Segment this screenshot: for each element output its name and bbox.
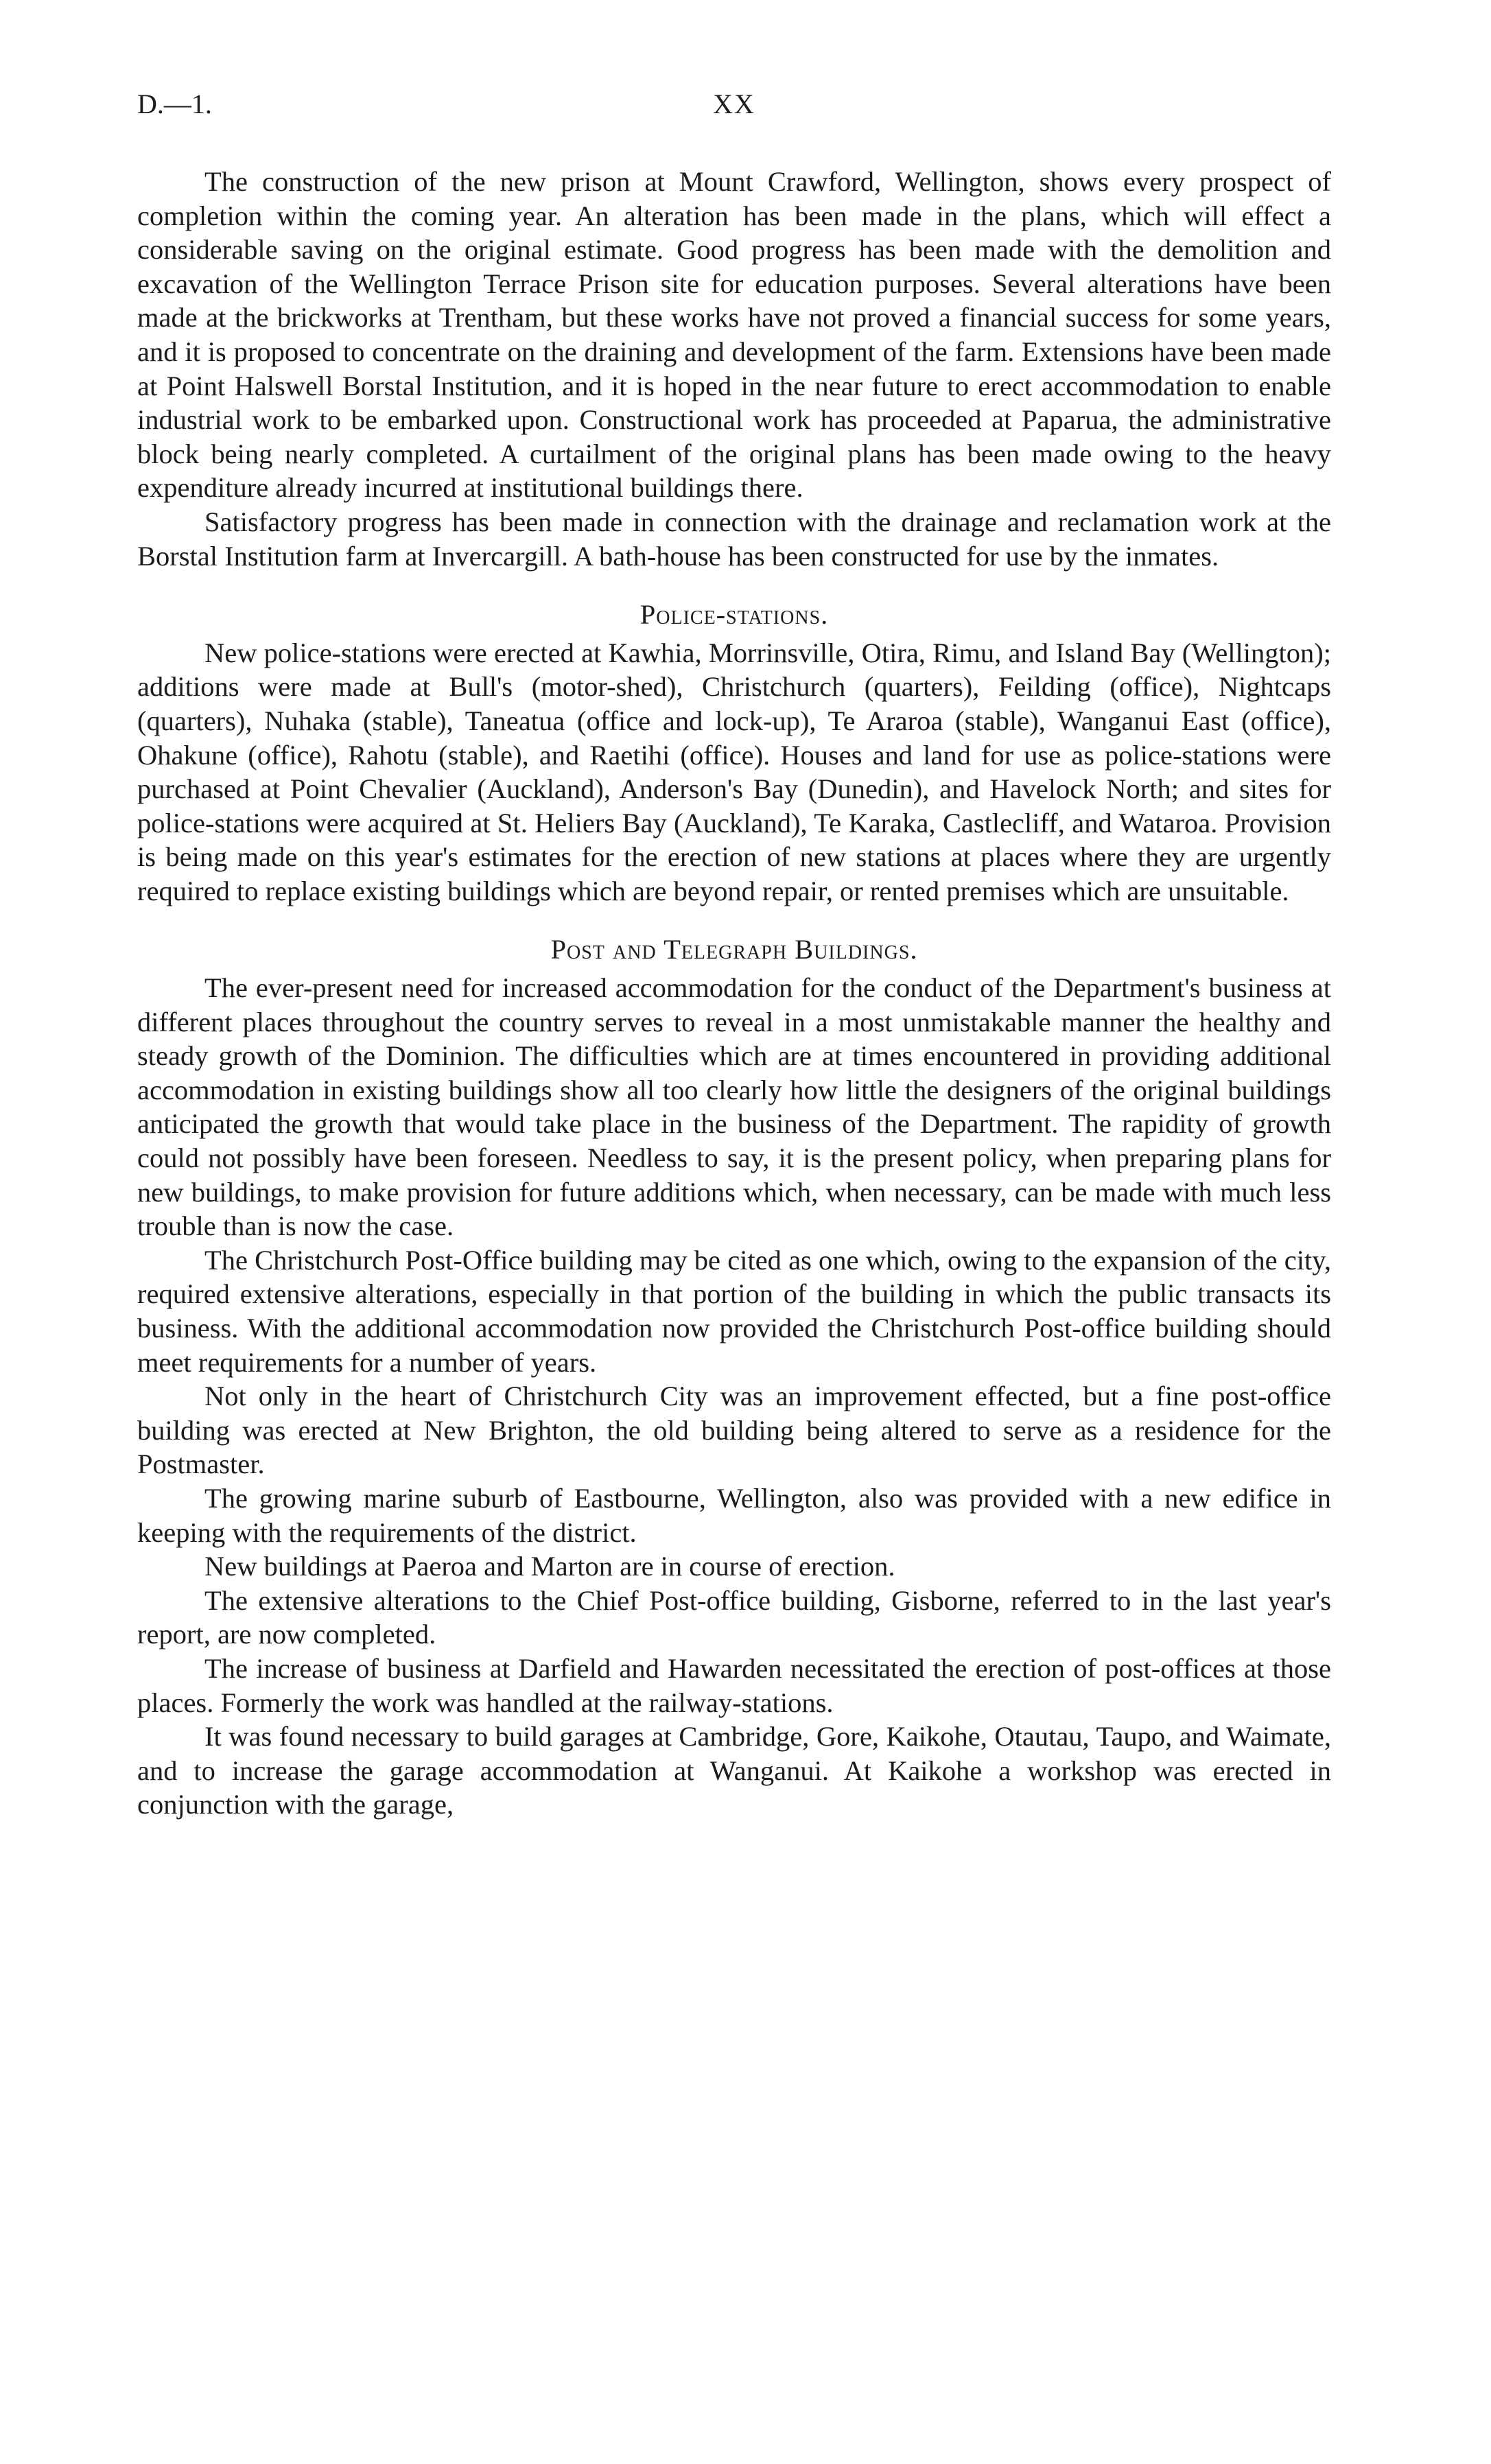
paragraph: The ever-present need for increased accommodation for the conduct of the Department's business at different places throughout the country serves to reveal in a most unmistakable manner the healthy and steady growth of the Dominion. The difficulties which are at times encountered in providing additional accommodation in existing buildings show all too clearly how little the designers of the original buildings anticipated the growth that would take place in the business of the Department. The rapidity of growth could not possibly have been foreseen. Needless to say, it is the present policy, when preparing plans for new buildings, to make provision for future additions which, when necessary, can be made with much less trouble than is now the case. — [137, 972, 1331, 1242]
section-heading: Police-stations. — [639, 599, 829, 631]
post-telegraph-section — [137, 932, 1331, 1821]
paragraph: The extensive alterations to the Chief Post-office building, Gisborne, referred to in the last year's report, are now completed. — [137, 1584, 1331, 1650]
page-header — [137, 88, 1331, 129]
paragraph: New police-stations were erected at Kawhia, Morrinsville, Otira, Rimu, and Island Bay (Wellington); additions were made at Bull's (motor-shed), Christchurch (quarters), Feilding (office), Nightcaps (quarters), Nuhaka (stable), Taneatua (office and lock-up), Te Araroa (stable), Wanganui East (office), Ohakune (office), Rahotu (stable), and Raetihi (office). Houses and land for use as police-stations were purchased at Point Chevalier (Auckland), Anderson's Bay (Dunedin), and Havelock North; and sites for police-stations were acquired at St. Heliers Bay (Auckland), Te Karaka, Castlecliff, and Wataroa. Provision is being made on this year's estimates for the erection of new stations at places where they are urgently required to replace existing buildings which are beyond repair, or rented premises which are unsuitable. — [137, 637, 1331, 906]
paragraph: Satisfactory progress has been made in connection with the drainage and reclamation work at the Borstal Institution farm at Invercargill. A bath-house has been constructed for use by the inmates. — [137, 506, 1331, 572]
paragraph: The Christchurch Post-Office building may be cited as one which, owing to the expansion of the city, required extensive alterations, especially in that portion of the building in which the public transacts its business. With the additional accommodation now provided the Christchurch Post-office building should meet requirements for a number of years. — [137, 1244, 1331, 1378]
paragraph: The growing marine suburb of Eastbourne, Wellington, also was provided with a new edifice in keeping with the requirements of the district. — [137, 1482, 1331, 1548]
paragraph: New buildings at Paeroa and Marton are in course of erection. — [204, 1551, 895, 1582]
police-stations-section — [137, 598, 1331, 908]
paragraph: The construction of the new prison at Mount Crawford, Wellington, shows every prospect of completion within the coming year. An alteration has been made in the plans, which will effect a considerable saving on the original estimate. Good progress has been made with the demolition and excavation of the Wellington Terrace Prison site for education purposes. Several alterations have been made at the brickworks at Trentham, but these works have not proved a financial success for some years, and it is proposed to concentrate on the draining and development of the farm. Extensions have been made at Point Halswell Borstal Institution, and it is hoped in the near future to erect accommodation to enable industrial work to be embarked upon. Constructional work has proceeded at Paparua, the administrative block being nearly completed. A curtailment of the original plans has been made owing to the heavy expenditure already incurred at institutional buildings there. — [137, 166, 1331, 504]
page-number: XX — [713, 89, 755, 119]
prisons-section — [137, 165, 1331, 573]
paragraph: Not only in the heart of Christchurch City was an improvement effected, but a fine post-office building was erected at New Brighton, the old building being altered to serve as a residence for the Postmaster. — [137, 1381, 1331, 1480]
paragraph: It was found necessary to build garages at Cambridge, Gore, Kaikohe, Otautau, Taupo, and Waimate, and to increase the garage accommodation at Wanganui. At Kaikohe a workshop was erected in conjunction with the garage, — [137, 1721, 1331, 1820]
document-reference: D.—1. — [137, 89, 212, 119]
paragraph: The increase of business at Darfield and Hawarden necessitated the erection of post-offices at those places. Formerly the work was handled at the railway-stations. — [137, 1652, 1331, 1718]
section-heading: Post and Telegraph Buildings. — [550, 934, 918, 965]
page-body — [137, 165, 1331, 1822]
